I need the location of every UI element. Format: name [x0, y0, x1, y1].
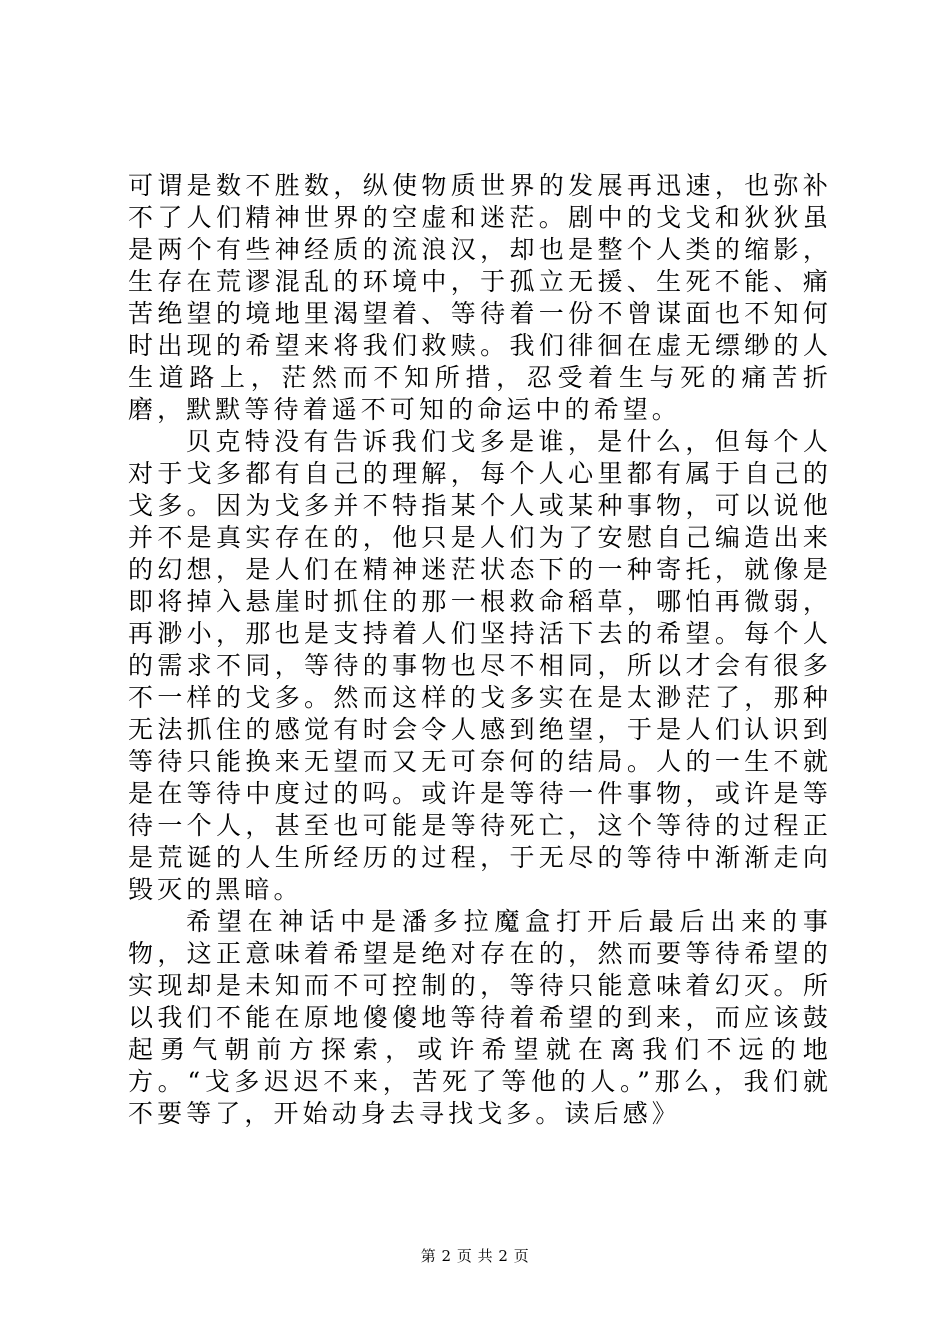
page-footer: 第 2 页 共 2 页 [420, 1247, 530, 1265]
paragraph-1: 可谓是数不胜数，纵使物质世界的发展再迅速，也弥补不了人们精神世界的空虚和迷茫。剧中的戈戈和狄狄虽是两个有些神经质的流浪汉，却也是整个人类的缩影，生存在荒谬混乱的环境中，于孤立无援、生死不能、痛苦绝望的境地里渴望着、等待着一份不曾谋面也不知何时出现的希望来将我们救赎。我们徘徊在虚无缥缈的人生道路上，茫然而不知所措，忍受着生与死的痛苦折磨，默默等待着遥不可知的命运中的希望。 [128, 171, 832, 424]
document-body [128, 170, 832, 1130]
paragraph-2: 贝克特没有告诉我们戈多是谁，是什么，但每个人对于戈多都有自己的理解，每个人心里都有属于自己的戈多。因为戈多并不特指某个人或某种事物，可以说他并不是真实存在的，他只是人们为了安慰自己编造出来的幻想，是人们在精神迷茫状态下的一种寄托，就像是即将掉入悬崖时抓住的那一根救命稻草，哪怕再微弱，再渺小，那也是支持着人们坚持活下去的希望。每个人的需求不同，等待的事物也尽不相同，所以才会有很多不一样的戈多。然而这样的戈多实在是太渺茫了，那种无法抓住的感觉有时会令人感到绝望，于是人们认识到等待只能换来无望而又无可奈何的结局。人的一生不就是在等待中度过的吗。或许是等待一件事物，或许是等待一个人，甚至也可能是等待死亡，这个等待的过程正是荒诞的人生所经历的过程，于无尽的等待中渐渐走向毁灭的黑暗。 [128, 427, 832, 904]
paragraph-3: 希望在神话中是潘多拉魔盒打开后最后出来的事物，这正意味着希望是绝对存在的，然而要等待希望的实现却是未知而不可控制的，等待只能意味着幻灭。所以我们不能在原地傻傻地等待着希望的到来，而应该鼓起勇气朝前方探索，或许希望就在离我们不远的地方。“戈多迟迟不来，苦死了等他的人。”那么，我们就不要等了，开始动身去寻找戈多。读后感》 [128, 907, 832, 1128]
